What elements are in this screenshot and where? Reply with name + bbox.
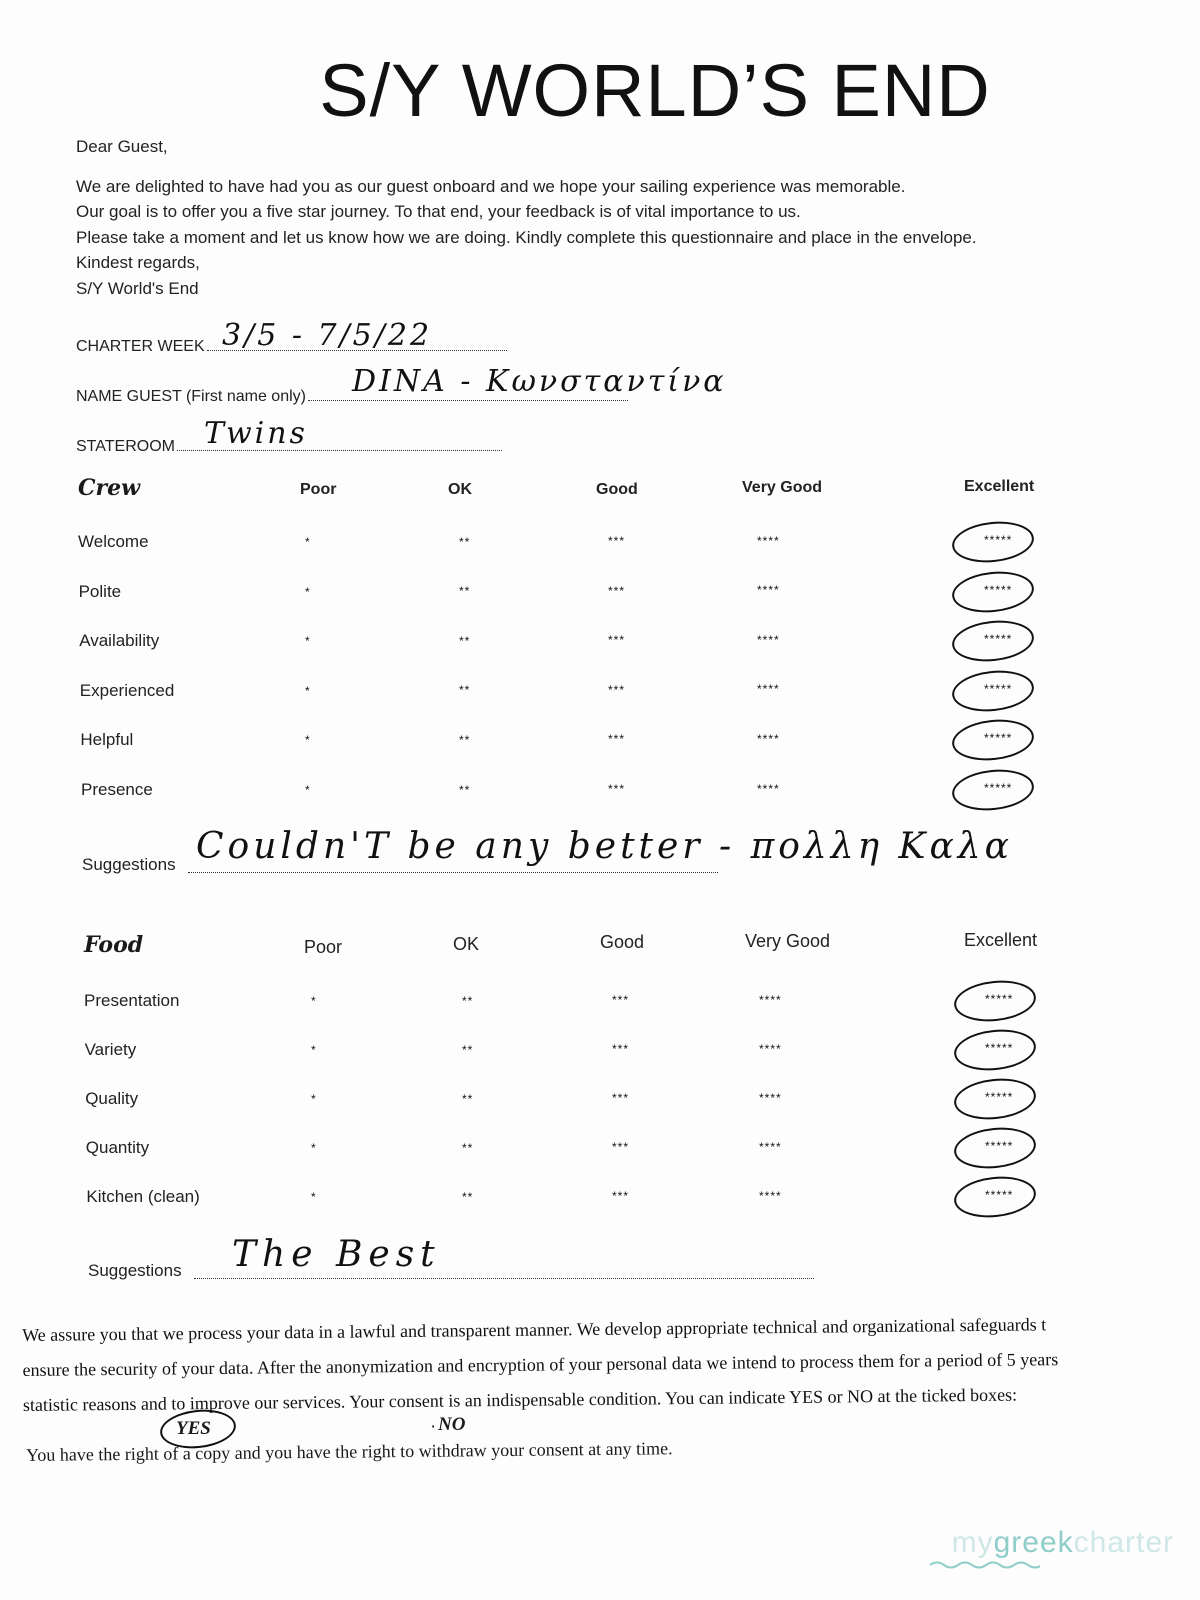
rating-option-good[interactable]: *** [612, 1091, 630, 1105]
page-title: S/Y WORLD’S END [319, 49, 991, 132]
rating-option-ok[interactable]: ** [459, 782, 471, 797]
rating-label: Quality [85, 1089, 139, 1108]
no-bullet: · [430, 1416, 437, 1437]
rating-option-very-good[interactable]: **** [757, 781, 780, 796]
rating-option-poor[interactable]: * [305, 584, 311, 599]
crew-section-title: Crew [78, 475, 141, 501]
privacy-notice [22, 1306, 1193, 1423]
letter-line: Kindest regards, [76, 253, 200, 272]
rating-label: Experienced [79, 680, 175, 700]
rating-label: Presence [81, 780, 153, 799]
rating-option-poor[interactable]: * [311, 1190, 317, 1204]
rating-option-ok[interactable]: ** [462, 1189, 474, 1204]
food-suggestions-label: Suggestions [88, 1261, 182, 1280]
rating-option-poor[interactable]: * [305, 535, 311, 549]
rating-option-ok[interactable]: ** [459, 534, 471, 549]
rating-option-good[interactable]: *** [608, 583, 626, 598]
rating-label: Availability [79, 631, 160, 651]
privacy-line: statistic reasons and to improve our services. Your consent is an indispensable condition. You can indicate YES or NO at the ticked boxes: [22, 1384, 1018, 1415]
rating-option-good[interactable]: *** [608, 682, 626, 697]
letter-line: We are delighted to have had you as our guest onboard and we hope your sailing experience was memorable. [76, 176, 906, 196]
rating-option-poor[interactable]: * [311, 1043, 317, 1057]
stateroom-value: Twins [204, 416, 308, 451]
letter-line: S/Y World's End [76, 278, 199, 298]
rating-option-very-good[interactable]: **** [759, 992, 782, 1007]
rating-option-poor[interactable]: * [305, 783, 311, 797]
rating-option-very-good[interactable]: **** [757, 533, 780, 548]
rating-option-poor[interactable]: * [305, 683, 311, 698]
header-poor: Poor [304, 937, 343, 957]
rating-option-very-good[interactable]: **** [757, 632, 780, 647]
crew-suggestions-label: Suggestions [82, 855, 176, 874]
header-ok: OK [448, 481, 472, 498]
consent-no-option[interactable]: NO [438, 1414, 466, 1435]
rating-option-excellent[interactable]: ***** [984, 582, 1013, 597]
rating-option-poor[interactable]: * [305, 634, 311, 649]
letter-line: Please take a moment and let us know how we are doing. Kindly complete this questionnaire and place in the envelope. [76, 227, 977, 247]
rating-option-very-good[interactable]: **** [757, 731, 780, 746]
stateroom-label: STATEROOM [76, 438, 175, 455]
food-suggestions-line[interactable] [194, 1278, 814, 1279]
selected-rating-circle [950, 617, 1036, 665]
rating-option-very-good[interactable]: **** [759, 1139, 782, 1154]
selected-rating-circle [952, 1075, 1038, 1123]
selected-rating-circle [952, 977, 1038, 1025]
rating-label: Variety [84, 1040, 137, 1059]
rating-option-excellent[interactable]: ***** [984, 533, 1013, 547]
rating-option-excellent[interactable]: ***** [985, 1188, 1014, 1202]
rating-option-very-good[interactable]: **** [757, 682, 780, 697]
rating-option-good[interactable]: *** [608, 782, 626, 796]
rating-option-ok[interactable]: ** [459, 584, 471, 599]
rating-label: Welcome [78, 532, 149, 551]
privacy-line: ensure the security of your data. After the anonymization and encryption of your personal data we intend to process them for a period of 5 years [22, 1349, 1059, 1380]
selected-rating-circle [950, 518, 1036, 566]
rating-option-very-good[interactable]: **** [759, 1090, 782, 1105]
rating-option-ok[interactable]: ** [459, 683, 471, 698]
selected-rating-circle [952, 1124, 1038, 1172]
name-guest-value: DINA - Κωνσταντίνα [352, 364, 727, 399]
rating-option-good[interactable]: *** [608, 534, 626, 548]
rating-option-good[interactable]: *** [608, 633, 626, 648]
header-ok: OK [453, 934, 480, 954]
header-very-good: Very Good [742, 479, 823, 496]
selected-rating-circle [950, 716, 1036, 764]
rating-option-poor[interactable]: * [311, 1092, 317, 1106]
header-good: Good [596, 481, 638, 498]
rating-label: Helpful [80, 730, 134, 750]
rating-label: Quantity [85, 1138, 150, 1157]
rating-option-good[interactable]: *** [612, 1189, 630, 1203]
rating-option-ok[interactable]: ** [462, 1091, 474, 1106]
rating-option-excellent[interactable]: ***** [985, 1090, 1014, 1104]
selected-rating-circle [952, 1026, 1038, 1074]
rating-option-very-good[interactable]: **** [759, 1188, 782, 1203]
rating-option-excellent[interactable]: ***** [984, 731, 1013, 746]
crew-suggestions-line[interactable] [188, 872, 718, 873]
rating-option-poor[interactable]: * [311, 994, 317, 1008]
privacy-line: We assure you that we process your data in a lawful and transparent manner. We develop appropriate technical and organizational safeguards t [22, 1314, 1047, 1345]
selected-rating-circle [950, 567, 1036, 615]
header-good: Good [600, 932, 645, 952]
rating-option-very-good[interactable]: **** [759, 1041, 782, 1056]
header-very-good: Very Good [745, 931, 831, 951]
rating-option-excellent[interactable]: ***** [985, 1041, 1014, 1055]
crew-suggestions-value: Couldn'T be any better - πολλη Καλα [196, 826, 1013, 867]
letter-line: Our goal is to offer you a five star journey. To that end, your feedback is of vital importance to us. [76, 202, 801, 221]
rating-label: Kitchen (clean) [86, 1187, 200, 1206]
rating-option-excellent[interactable]: ***** [984, 681, 1013, 696]
rating-label: Presentation [84, 991, 180, 1010]
greeting: Dear Guest, [76, 137, 168, 156]
header-poor: Poor [300, 481, 337, 498]
header-excellent: Excellent [964, 930, 1038, 950]
rating-option-good[interactable]: *** [612, 1140, 630, 1154]
rating-option-excellent[interactable]: ***** [984, 632, 1013, 647]
selected-rating-circle [950, 667, 1036, 715]
withdraw-consent-note: You have the right of a copy and you have the right to withdraw your consent at any time. [26, 1438, 673, 1465]
intro-letter [76, 134, 977, 301]
header-excellent: Excellent [964, 478, 1035, 495]
rating-option-ok[interactable]: ** [459, 732, 471, 747]
rating-option-excellent[interactable]: ***** [984, 781, 1013, 795]
rating-option-poor[interactable]: * [311, 1141, 317, 1155]
selected-rating-circle [952, 1173, 1038, 1221]
charter-week-value: 3/5 - 7/5/22 [222, 318, 433, 353]
charter-week-label: CHARTER WEEK [76, 338, 205, 355]
rating-option-poor[interactable]: * [305, 733, 311, 748]
rating-option-ok[interactable]: ** [462, 993, 474, 1008]
rating-option-good[interactable]: *** [612, 1042, 630, 1056]
rating-option-excellent[interactable]: ***** [985, 992, 1014, 1006]
rating-option-ok[interactable]: ** [462, 1140, 474, 1155]
wave-icon [930, 1560, 1040, 1570]
watermark-logo: mygreekcharter [951, 1526, 1174, 1559]
rating-label: Polite [78, 581, 122, 601]
rating-option-ok[interactable]: ** [462, 1042, 474, 1057]
rating-option-excellent[interactable]: ***** [985, 1139, 1014, 1153]
rating-option-ok[interactable]: ** [459, 633, 471, 648]
consent-yes-option[interactable]: YES [176, 1418, 211, 1439]
rating-option-very-good[interactable]: **** [757, 583, 780, 598]
food-section-title: Food [84, 932, 144, 958]
food-suggestions-value: The Best [232, 1234, 441, 1275]
selected-rating-circle [950, 766, 1036, 814]
rating-option-good[interactable]: *** [612, 993, 630, 1007]
rating-option-good[interactable]: *** [608, 732, 626, 747]
name-guest-label: NAME GUEST (First name only) [76, 388, 306, 405]
